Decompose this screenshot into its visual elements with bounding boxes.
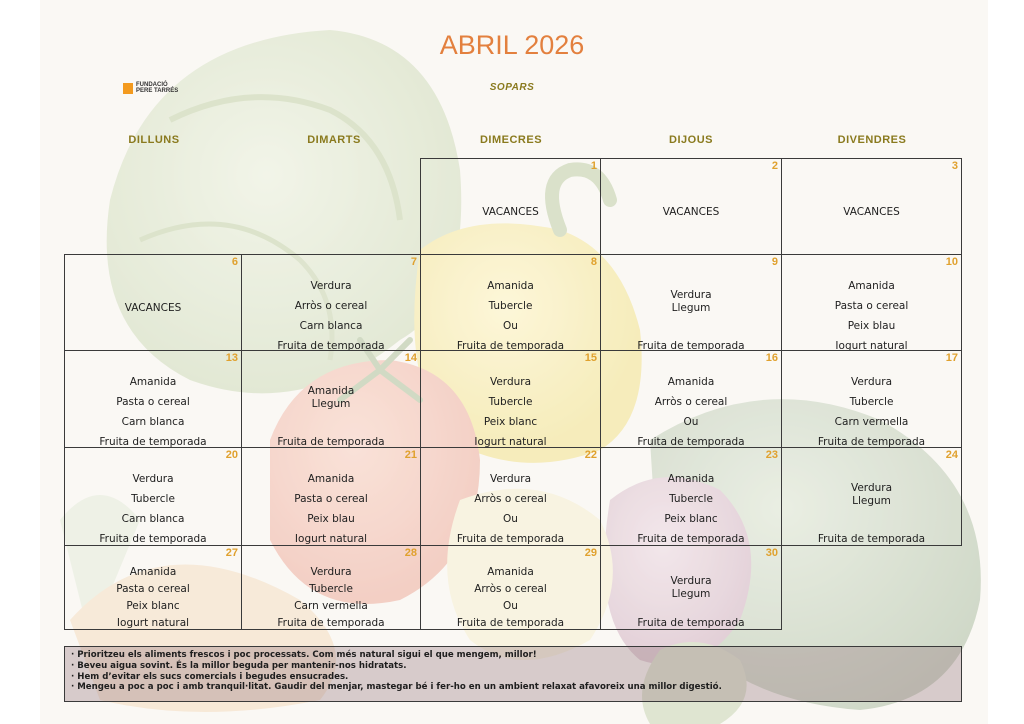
menu-subtitle: SOPARS xyxy=(489,82,535,93)
meal-item: Verdura xyxy=(670,575,712,587)
meal-item: Fruita de temporada xyxy=(637,617,745,629)
meal-item: Amanida xyxy=(487,280,534,292)
meal-item: Ou xyxy=(503,320,518,332)
meal-item: Fruita de temporada xyxy=(277,617,385,629)
meal-item: Amanida xyxy=(307,385,355,397)
meal-list xyxy=(601,173,781,254)
note-line: · Prioritzeu els aliments frescos i poc processats. Com més natural sigui el que mengem, millor! xyxy=(71,650,537,660)
logo-line2: PERE TARRÉS xyxy=(136,88,179,94)
meal-item: VACANCES xyxy=(482,206,539,218)
meal-item: Llegum xyxy=(311,398,351,410)
meal-item: Fruita de temporada xyxy=(817,533,926,545)
meal-list xyxy=(242,560,420,629)
day-number: 7 xyxy=(410,256,417,268)
meal-item: Fruita de temporada xyxy=(637,533,745,545)
nutrition-notes xyxy=(64,646,962,702)
meal-item: Fruita de temporada xyxy=(99,436,207,448)
meal-item: Carn vermella xyxy=(834,416,909,428)
meal-item: VACANCES xyxy=(662,206,720,218)
calendar-day-cell xyxy=(64,254,242,351)
meal-list xyxy=(242,462,420,545)
meal-item: Peix blanc xyxy=(483,416,538,428)
meal-item: Tubercle xyxy=(309,583,353,595)
meal-item: Amanida xyxy=(129,566,177,578)
calendar-day-cell xyxy=(420,545,601,630)
day-number: 29 xyxy=(584,547,597,559)
meal-list xyxy=(421,462,600,545)
meal-list xyxy=(421,365,600,447)
meal-item: Peix blanc xyxy=(126,600,180,612)
meal-item: Peix blau xyxy=(847,320,896,332)
day-number: 15 xyxy=(584,352,597,364)
meal-list xyxy=(782,462,961,545)
meal-item: Llegum xyxy=(671,588,711,600)
meal-item: Verdura xyxy=(489,376,532,388)
meal-list xyxy=(601,462,781,545)
meal-item: Tubercle xyxy=(669,493,713,505)
day-number: 22 xyxy=(584,449,597,461)
logo-line1: FUNDACIÓ xyxy=(136,82,168,88)
meal-item: Pasta o cereal xyxy=(116,583,190,595)
meal-item: Verdura xyxy=(489,473,532,485)
meal-list xyxy=(421,560,600,629)
meal-item: Verdura xyxy=(132,473,174,485)
calendar-day-cell xyxy=(600,158,782,255)
meal-item: Fruita de temporada xyxy=(637,436,745,448)
calendar-day-cell xyxy=(781,447,962,546)
meal-item: Pasta o cereal xyxy=(834,300,909,312)
calendar-day-cell xyxy=(241,350,421,448)
meal-item: Fruita de temporada xyxy=(456,533,565,545)
day-number: 23 xyxy=(765,449,778,461)
meal-item: Fruita de temporada xyxy=(456,617,565,629)
meal-item: Verdura xyxy=(850,482,893,494)
calendar-day-cell xyxy=(420,158,601,255)
meal-item: Tubercle xyxy=(849,396,894,408)
calendar-day-cell xyxy=(420,447,601,546)
calendar-day-cell xyxy=(781,350,962,448)
day-number: 16 xyxy=(765,352,778,364)
calendar-day-cell xyxy=(64,447,242,546)
day-number: 10 xyxy=(945,256,958,268)
meal-list xyxy=(601,560,781,629)
meal-item: Carn blanca xyxy=(121,513,185,525)
meal-item: Amanida xyxy=(667,376,715,388)
calendar-day-cell xyxy=(241,447,421,546)
calendar-day-cell xyxy=(781,158,962,255)
meal-item: Iogurt natural xyxy=(116,617,190,629)
meal-item: Tubercle xyxy=(488,300,533,312)
meal-list xyxy=(65,462,241,545)
meal-list xyxy=(782,365,961,447)
meal-item: Ou xyxy=(503,600,518,612)
meal-item: VACANCES xyxy=(843,206,900,218)
day-number: 21 xyxy=(404,449,417,461)
day-number: 3 xyxy=(951,160,958,172)
meal-item: Ou xyxy=(683,416,699,428)
day-number: 14 xyxy=(404,352,417,364)
day-number: 1 xyxy=(590,160,597,172)
calendar-day-cell xyxy=(600,545,782,630)
meal-item: Fruita de temporada xyxy=(277,340,385,352)
meal-item: Pasta o cereal xyxy=(116,396,190,408)
day-number: 6 xyxy=(231,256,238,268)
weekday-header-monday: DILLUNS xyxy=(128,134,180,146)
day-number: 17 xyxy=(945,352,958,364)
meal-item: Amanida xyxy=(487,566,534,578)
meal-item: Tubercle xyxy=(131,493,175,505)
day-number: 2 xyxy=(771,160,778,172)
meal-item: Amanida xyxy=(667,473,715,485)
meal-item: Carn vermella xyxy=(294,600,368,612)
calendar-day-cell xyxy=(781,254,962,351)
day-number: 20 xyxy=(225,449,238,461)
meal-list xyxy=(782,173,961,254)
meal-list xyxy=(65,560,241,629)
meal-item: Peix blau xyxy=(307,513,355,525)
weekday-header-thursday: DIJOUS xyxy=(669,134,713,146)
meal-item: Fruita de temporada xyxy=(99,533,207,545)
weekday-header-friday: DIVENDRES xyxy=(837,134,907,146)
day-number: 8 xyxy=(590,256,597,268)
meal-item: Fruita de temporada xyxy=(277,436,385,448)
meal-item: Arròs o cereal xyxy=(654,396,728,408)
meal-item: Fruita de temporada xyxy=(637,340,745,352)
meal-item: Fruita de temporada xyxy=(456,340,565,352)
meal-list xyxy=(601,365,781,447)
meal-item: Verdura xyxy=(670,289,712,301)
meal-item: Arròs o cereal xyxy=(474,493,547,505)
meal-item: Verdura xyxy=(310,566,352,578)
meal-item: Iogurt natural xyxy=(474,436,547,448)
calendar-day-cell xyxy=(600,350,782,448)
meal-item: Iogurt natural xyxy=(835,340,908,352)
meal-item: Llegum xyxy=(671,302,711,314)
meal-list xyxy=(65,365,241,447)
meal-item: Pasta o cereal xyxy=(294,493,368,505)
calendar-day-cell xyxy=(241,545,421,630)
meal-item: VACANCES xyxy=(124,302,182,314)
meal-item: Tubercle xyxy=(488,396,533,408)
calendar-day-cell xyxy=(420,350,601,448)
day-number: 9 xyxy=(771,256,778,268)
meal-item: Fruita de temporada xyxy=(817,436,926,448)
calendar-day-cell xyxy=(600,447,782,546)
meal-item: Verdura xyxy=(310,280,352,292)
weekday-header-tuesday: DIMARTS xyxy=(307,134,361,146)
meal-item: Amanida xyxy=(848,280,895,292)
calendar-day-cell xyxy=(420,254,601,351)
meal-list xyxy=(421,269,600,350)
meal-list xyxy=(601,269,781,350)
meal-list xyxy=(421,173,600,254)
meal-item: Arròs o cereal xyxy=(294,300,368,312)
note-line: · Hem d’evitar els sucs comercials i begudes ensucrades. xyxy=(71,671,349,682)
weekday-header-wednesday: DIMECRES xyxy=(479,134,543,146)
note-line: · Mengeu a poc a poc i amb tranquil·litat. Gaudir del menjar, mastegar bé i fer-ho en un ambient relaxat afavoreix una millor digestió. xyxy=(71,682,722,693)
meal-list xyxy=(782,269,961,350)
meal-item: Ou xyxy=(503,513,518,525)
meal-item: Peix blanc xyxy=(664,513,718,525)
meal-item: Carn blanca xyxy=(299,320,363,332)
meal-item: Llegum xyxy=(852,495,891,507)
day-number: 28 xyxy=(404,547,417,559)
day-number: 27 xyxy=(225,547,238,559)
calendar-day-cell xyxy=(600,254,782,351)
meal-item: Amanida xyxy=(307,473,355,485)
day-number: 24 xyxy=(945,449,958,461)
meal-item: Iogurt natural xyxy=(294,533,368,545)
calendar-day-cell xyxy=(241,254,421,351)
meal-list xyxy=(242,365,420,447)
day-number: 13 xyxy=(225,352,238,364)
meal-item: Verdura xyxy=(850,376,893,388)
meal-item: Carn blanca xyxy=(121,416,185,428)
page-title: ABRIL 2026 xyxy=(439,30,585,60)
day-number: 30 xyxy=(765,547,778,559)
meal-item: Amanida xyxy=(129,376,177,388)
calendar-day-cell xyxy=(64,350,242,448)
meal-list xyxy=(242,269,420,350)
meal-list xyxy=(65,269,241,350)
note-line: · Beveu aigua sovint. És la millor beguda per mantenir-nos hidratats. xyxy=(71,660,407,671)
meal-item: Arròs o cereal xyxy=(474,583,547,595)
calendar-day-cell xyxy=(64,545,242,630)
